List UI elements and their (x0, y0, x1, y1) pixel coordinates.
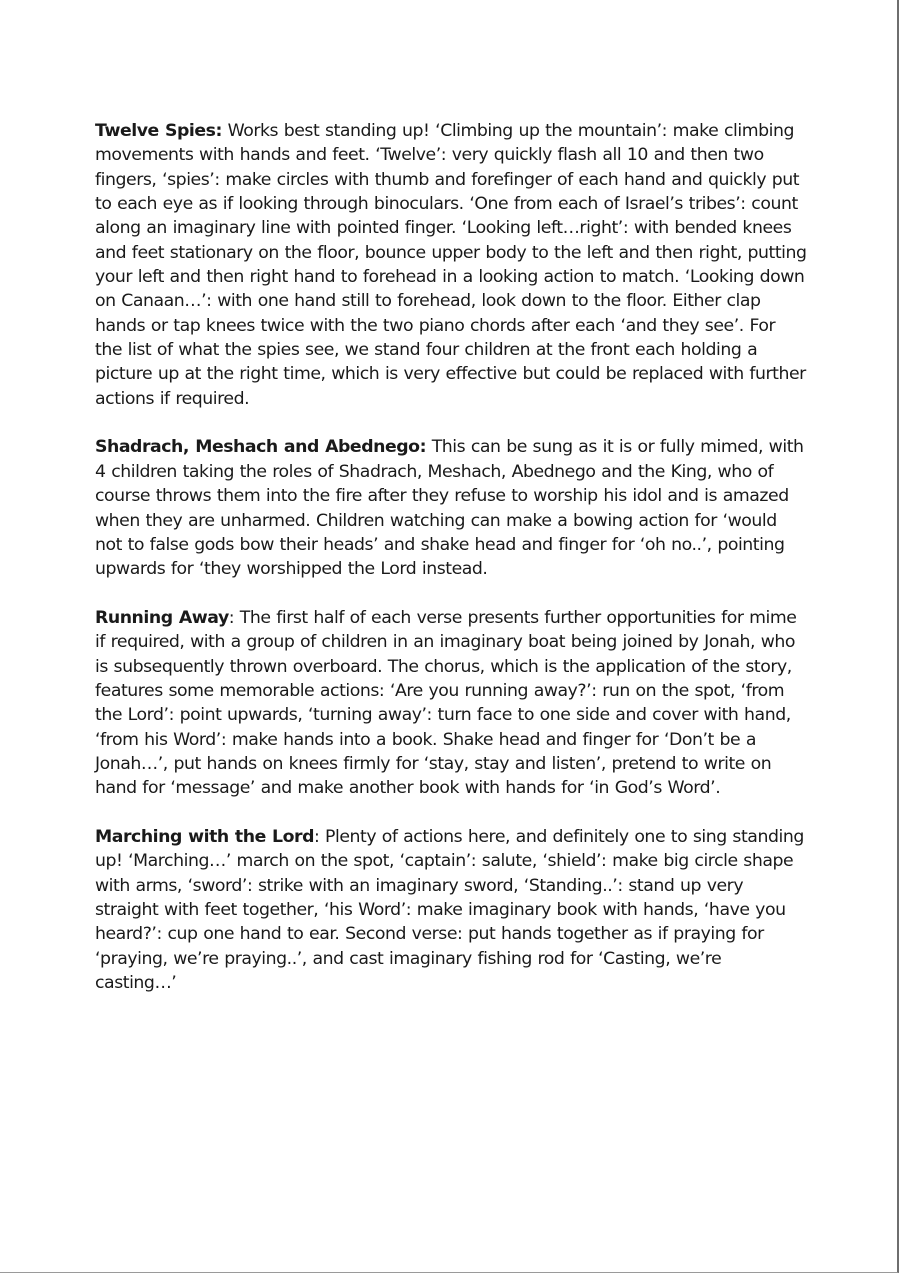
section-text: Works best standing up! ‘Climbing up the mountain’: make climbing movements with hands and feet. ‘Twelve’: very quickly flash all 10 and then two fingers, ‘spies’: make circles with thumb and forefinger of each hand and quickly put to each eye as if looking through binoculars. ‘One from each of Israel’s tribes’: count along an imaginary line with pointed finger. ‘Looking left…right’: with bended knees and feet stationary on the floor, bounce upper body to the left and then right, putting your left and then right hand to forehead in a looking action to match. ‘Looking down on Canaan…’: with one hand still to forehead, look down to the floor. Either clap hands or tap knees twice with the two piano chords after each ‘and they see’. For the list of what the spies see, we stand four children at the front each holding a picture up at the right time, which is very effective but could be replaced with further actions if required. (95, 121, 807, 409)
section-heading: Twelve Spies: (95, 121, 222, 141)
section-heading: Shadrach, Meshach and Abednego: (95, 437, 427, 458)
section-text: : The first half of each verse presents further opportunities for mime if required, with a group of children in an imaginary boat being joined by Jonah, who is subsequently thrown overboard. The chorus, which is the application of the story, features some memorable actions: ‘Are you running away?’: run on the spot, ‘from the Lord’: point upwards, ‘turning away’: turn face to one side and cover with hand, ‘from his Word’: make hands into a book. Shake head and finger for ‘Don’t be a Jonah…’, put hands on knees firmly for ‘stay, stay and listen’, pretend to write on hand for ‘message’ and make another book with hands for ‘in God’s Word’. (95, 607, 797, 799)
section-heading: Marching with the Lord (95, 826, 314, 847)
document-body (95, 119, 807, 1020)
section-text: : Plenty of actions here, and definitely one to sing standing up! ‘Marching…’ march on the spot, ‘captain’: salute, ‘shield’: make big circle shape with arms, ‘sword’: strike with an imaginary sword, ‘Standing..’: stand up very straight with feet together, ‘his Word’: make imaginary book with hands, ‘have you heard?’: cup one hand to ear. Second verse: put hands together as if praying for ‘praying, we’re praying..’, and cast imaginary fishing rod for ‘Casting, we’re casting…’ (95, 826, 804, 994)
section-heading: Running Away (95, 607, 229, 628)
section-running-away (95, 606, 807, 801)
section-twelve-spies (95, 119, 807, 411)
section-shadrach-meshach-abednego (95, 435, 807, 581)
section-text: This can be sung as it is or fully mimed, with 4 children taking the roles of Shadrach, Meshach, Abednego and the King, who of course throws them into the fire after they refuse to worship his idol and is amazed when they are unharmed. Children watching can make a bowing action for ‘would not to false gods bow their heads’ and shake head and finger for ‘oh no..’, pointing upwards for ‘they worshipped the Lord instead. (95, 437, 804, 580)
section-marching-with-the-lord (95, 825, 807, 995)
